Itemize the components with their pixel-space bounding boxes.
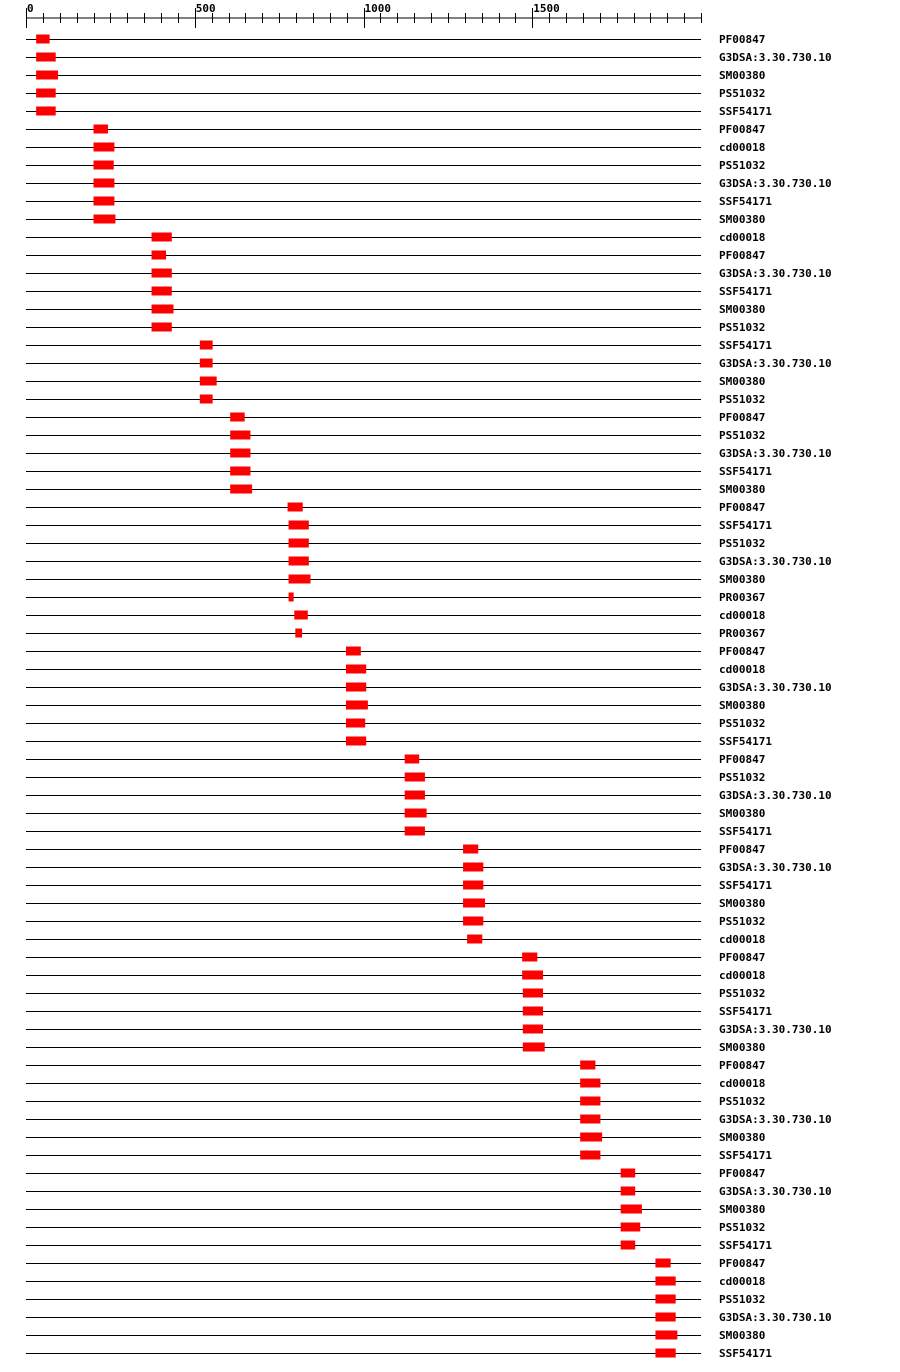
track-label: cd00018: [719, 141, 766, 154]
track-row: [26, 1203, 765, 1216]
track-row: [26, 591, 765, 604]
domain-bar: [230, 467, 250, 476]
track-row: [26, 1311, 832, 1324]
track-label: SM00380: [719, 699, 766, 712]
domain-bar: [152, 269, 172, 278]
domain-bar: [94, 197, 115, 206]
domain-bar: [152, 305, 174, 314]
track-row: [26, 1293, 765, 1306]
domain-bar: [655, 1331, 677, 1340]
track-label: G3DSA:3.30.730.10: [719, 177, 832, 190]
domain-bar: [463, 881, 483, 890]
track-row: [26, 987, 765, 1000]
track-row: [26, 141, 765, 154]
track-label: PS51032: [719, 537, 766, 550]
track-row: [26, 897, 765, 910]
track-label: SM00380: [719, 897, 766, 910]
track-row: [26, 807, 765, 820]
domain-bar: [200, 395, 213, 404]
track-row: [26, 573, 765, 586]
track-label: SSF54171: [719, 1149, 772, 1162]
domain-bar: [580, 1115, 600, 1124]
track-row: [26, 501, 765, 514]
tick-label: 500: [195, 2, 216, 15]
track-label: PF00847: [719, 411, 766, 424]
domain-bar: [230, 449, 250, 458]
domain-bar: [621, 1169, 636, 1178]
domain-bar: [523, 1007, 543, 1016]
domain-bar: [463, 845, 478, 854]
track-row: [26, 789, 832, 802]
track-label: PR00367: [719, 627, 766, 640]
track-row: [26, 213, 765, 226]
domain-bar: [94, 161, 114, 170]
domain-bar: [289, 521, 309, 530]
track-label: PS51032: [719, 429, 766, 442]
track-row: [26, 123, 765, 136]
track-row: [26, 285, 772, 298]
domain-bar: [621, 1223, 641, 1232]
domain-bar: [36, 107, 56, 116]
track-row: [26, 159, 765, 172]
track-label: cd00018: [719, 663, 766, 676]
domain-bar: [200, 341, 213, 350]
track-row: [26, 267, 832, 280]
domain-bar: [152, 233, 172, 242]
track-label: PF00847: [719, 249, 766, 262]
domain-bar: [94, 143, 115, 152]
track-label: SSF54171: [719, 1347, 772, 1360]
domain-bar: [346, 701, 368, 710]
track-row: [26, 717, 765, 730]
track-label: SSF54171: [719, 1005, 772, 1018]
track-label: PS51032: [719, 321, 766, 334]
x-axis: [26, 2, 702, 28]
domain-bar: [405, 827, 425, 836]
domain-bar: [346, 737, 366, 746]
track-row: [26, 753, 765, 766]
track-row: [26, 375, 765, 388]
track-label: PS51032: [719, 915, 766, 928]
track-row: [26, 1275, 765, 1288]
track-row: [26, 609, 765, 622]
track-label: G3DSA:3.30.730.10: [719, 1185, 832, 1198]
domain-bar: [522, 953, 537, 962]
track-label: G3DSA:3.30.730.10: [719, 51, 832, 64]
tick-label: 0: [27, 2, 34, 15]
domain-bar: [230, 485, 252, 494]
domain-bar: [152, 251, 167, 260]
track-row: [26, 555, 832, 568]
track-label: PF00847: [719, 753, 766, 766]
domain-bar: [346, 647, 361, 656]
track-row: [26, 1077, 765, 1090]
track-label: PS51032: [719, 159, 766, 172]
track-row: [26, 1023, 832, 1036]
track-row: [26, 861, 832, 874]
track-label: G3DSA:3.30.730.10: [719, 1023, 832, 1036]
track-row: [26, 69, 765, 82]
track-label: SSF54171: [719, 1239, 772, 1252]
track-label: PF00847: [719, 33, 766, 46]
track-label: SSF54171: [719, 735, 772, 748]
tick-label: 1000: [364, 2, 391, 15]
domain-bar: [36, 71, 58, 80]
track-label: SSF54171: [719, 519, 772, 532]
track-list: [26, 33, 832, 1360]
track-row: [26, 735, 772, 748]
track-label: G3DSA:3.30.730.10: [719, 555, 832, 568]
domain-bar: [94, 125, 109, 134]
track-label: PF00847: [719, 1257, 766, 1270]
domain-bar: [295, 629, 302, 638]
track-row: [26, 1239, 772, 1252]
domain-bar: [621, 1241, 636, 1250]
track-row: [26, 87, 765, 100]
track-row: [26, 663, 765, 676]
track-label: G3DSA:3.30.730.10: [719, 267, 832, 280]
domain-bar: [405, 773, 425, 782]
track-label: SSF54171: [719, 825, 772, 838]
track-label: PF00847: [719, 951, 766, 964]
domain-bar: [655, 1295, 675, 1304]
track-row: [26, 1059, 765, 1072]
track-label: SM00380: [719, 1131, 766, 1144]
track-row: [26, 231, 765, 244]
domain-bar: [655, 1259, 670, 1268]
domain-bar: [580, 1133, 602, 1142]
domain-bar: [463, 863, 483, 872]
track-row: [26, 33, 765, 46]
domain-bar: [523, 1025, 543, 1034]
track-label: PS51032: [719, 87, 766, 100]
track-label: G3DSA:3.30.730.10: [719, 681, 832, 694]
domain-bar: [289, 557, 309, 566]
track-row: [26, 1113, 832, 1126]
track-row: [26, 177, 832, 190]
domain-bar: [200, 359, 213, 368]
track-row: [26, 429, 765, 442]
track-row: [26, 915, 765, 928]
track-row: [26, 1149, 772, 1162]
track-label: G3DSA:3.30.730.10: [719, 789, 832, 802]
domain-bar: [289, 575, 311, 584]
track-row: [26, 249, 765, 262]
domain-bar: [36, 35, 50, 44]
track-label: PF00847: [719, 843, 766, 856]
track-row: [26, 1347, 772, 1360]
track-label: PS51032: [719, 717, 766, 730]
track-row: [26, 105, 772, 118]
track-label: SM00380: [719, 483, 766, 496]
domain-bar: [621, 1205, 642, 1214]
domain-bar: [463, 917, 483, 926]
domain-bar: [463, 899, 485, 908]
track-label: G3DSA:3.30.730.10: [719, 357, 832, 370]
track-label: PS51032: [719, 1095, 766, 1108]
track-label: SM00380: [719, 69, 766, 82]
track-label: SM00380: [719, 303, 766, 316]
domain-bar: [580, 1097, 600, 1106]
track-row: [26, 933, 765, 946]
domain-bar: [346, 665, 366, 674]
track-row: [26, 519, 772, 532]
track-row: [26, 1005, 772, 1018]
track-row: [26, 1329, 765, 1342]
track-label: SSF54171: [719, 195, 772, 208]
track-label: SM00380: [719, 1203, 766, 1216]
track-label: cd00018: [719, 231, 766, 244]
track-row: [26, 447, 832, 460]
track-row: [26, 339, 772, 352]
domain-bar: [655, 1277, 675, 1286]
track-label: SSF54171: [719, 285, 772, 298]
track-row: [26, 51, 832, 64]
domain-bar: [523, 1043, 545, 1052]
domain-bar: [230, 413, 245, 422]
track-row: [26, 465, 772, 478]
track-row: [26, 681, 832, 694]
domain-bar: [580, 1061, 595, 1070]
track-row: [26, 771, 765, 784]
track-label: cd00018: [719, 969, 766, 982]
track-row: [26, 1221, 765, 1234]
track-label: SM00380: [719, 1329, 766, 1342]
domain-bar: [200, 377, 217, 386]
domain-bar: [467, 935, 482, 944]
track-label: PF00847: [719, 1059, 766, 1072]
track-label: PF00847: [719, 1167, 766, 1180]
track-label: PS51032: [719, 987, 766, 1000]
domain-bar: [152, 287, 172, 296]
domain-bar: [405, 809, 427, 818]
track-row: [26, 1167, 765, 1180]
track-label: SM00380: [719, 213, 766, 226]
track-label: SSF54171: [719, 879, 772, 892]
track-label: PR00367: [719, 591, 766, 604]
track-row: [26, 393, 765, 406]
domain-bar: [655, 1349, 675, 1358]
domain-bar: [94, 179, 115, 188]
track-label: PF00847: [719, 645, 766, 658]
track-label: SM00380: [719, 573, 766, 586]
track-row: [26, 843, 765, 856]
domain-bar: [580, 1151, 600, 1160]
tick-label: 1500: [533, 2, 560, 15]
track-row: [26, 645, 765, 658]
track-row: [26, 879, 772, 892]
track-label: PF00847: [719, 123, 766, 136]
track-label: SSF54171: [719, 465, 772, 478]
domain-bar: [230, 431, 250, 440]
track-label: G3DSA:3.30.730.10: [719, 861, 832, 874]
track-label: G3DSA:3.30.730.10: [719, 1113, 832, 1126]
domain-bar: [152, 323, 172, 332]
track-row: [26, 627, 765, 640]
track-label: SSF54171: [719, 339, 772, 352]
track-row: [26, 1095, 765, 1108]
track-row: [26, 825, 772, 838]
domain-bar: [94, 215, 116, 224]
domain-bar: [288, 503, 303, 512]
track-label: cd00018: [719, 933, 766, 946]
track-label: PS51032: [719, 1293, 766, 1306]
domain-bar: [405, 791, 425, 800]
track-row: [26, 195, 772, 208]
domain-bar: [522, 971, 543, 980]
track-label: G3DSA:3.30.730.10: [719, 1311, 832, 1324]
track-label: PS51032: [719, 771, 766, 784]
domain-bar: [36, 53, 56, 62]
domain-bar: [655, 1313, 675, 1322]
track-label: SSF54171: [719, 105, 772, 118]
track-label: PF00847: [719, 501, 766, 514]
domain-bar: [289, 539, 309, 548]
track-row: [26, 357, 832, 370]
track-row: [26, 1257, 765, 1270]
domain-bar: [294, 611, 308, 620]
domain-bar: [621, 1187, 636, 1196]
track-row: [26, 1041, 765, 1054]
track-row: [26, 537, 765, 550]
track-row: [26, 969, 765, 982]
track-label: G3DSA:3.30.730.10: [719, 447, 832, 460]
track-label: SM00380: [719, 1041, 766, 1054]
domain-bar: [346, 683, 366, 692]
domain-bar: [580, 1079, 600, 1088]
domain-bar: [289, 593, 294, 602]
track-row: [26, 951, 765, 964]
track-label: SM00380: [719, 375, 766, 388]
track-row: [26, 1131, 765, 1144]
track-label: PS51032: [719, 393, 766, 406]
domain-bar: [405, 755, 420, 764]
track-row: [26, 411, 765, 424]
domain-bar: [523, 989, 543, 998]
track-label: cd00018: [719, 1275, 766, 1288]
track-row: [26, 321, 765, 334]
track-row: [26, 303, 765, 316]
domain-bar: [36, 89, 56, 98]
track-label: cd00018: [719, 1077, 766, 1090]
track-label: PS51032: [719, 1221, 766, 1234]
track-row: [26, 1185, 832, 1198]
domain-bar: [346, 719, 365, 728]
track-row: [26, 483, 765, 496]
track-label: SM00380: [719, 807, 766, 820]
track-label: cd00018: [719, 609, 766, 622]
track-row: [26, 699, 765, 712]
